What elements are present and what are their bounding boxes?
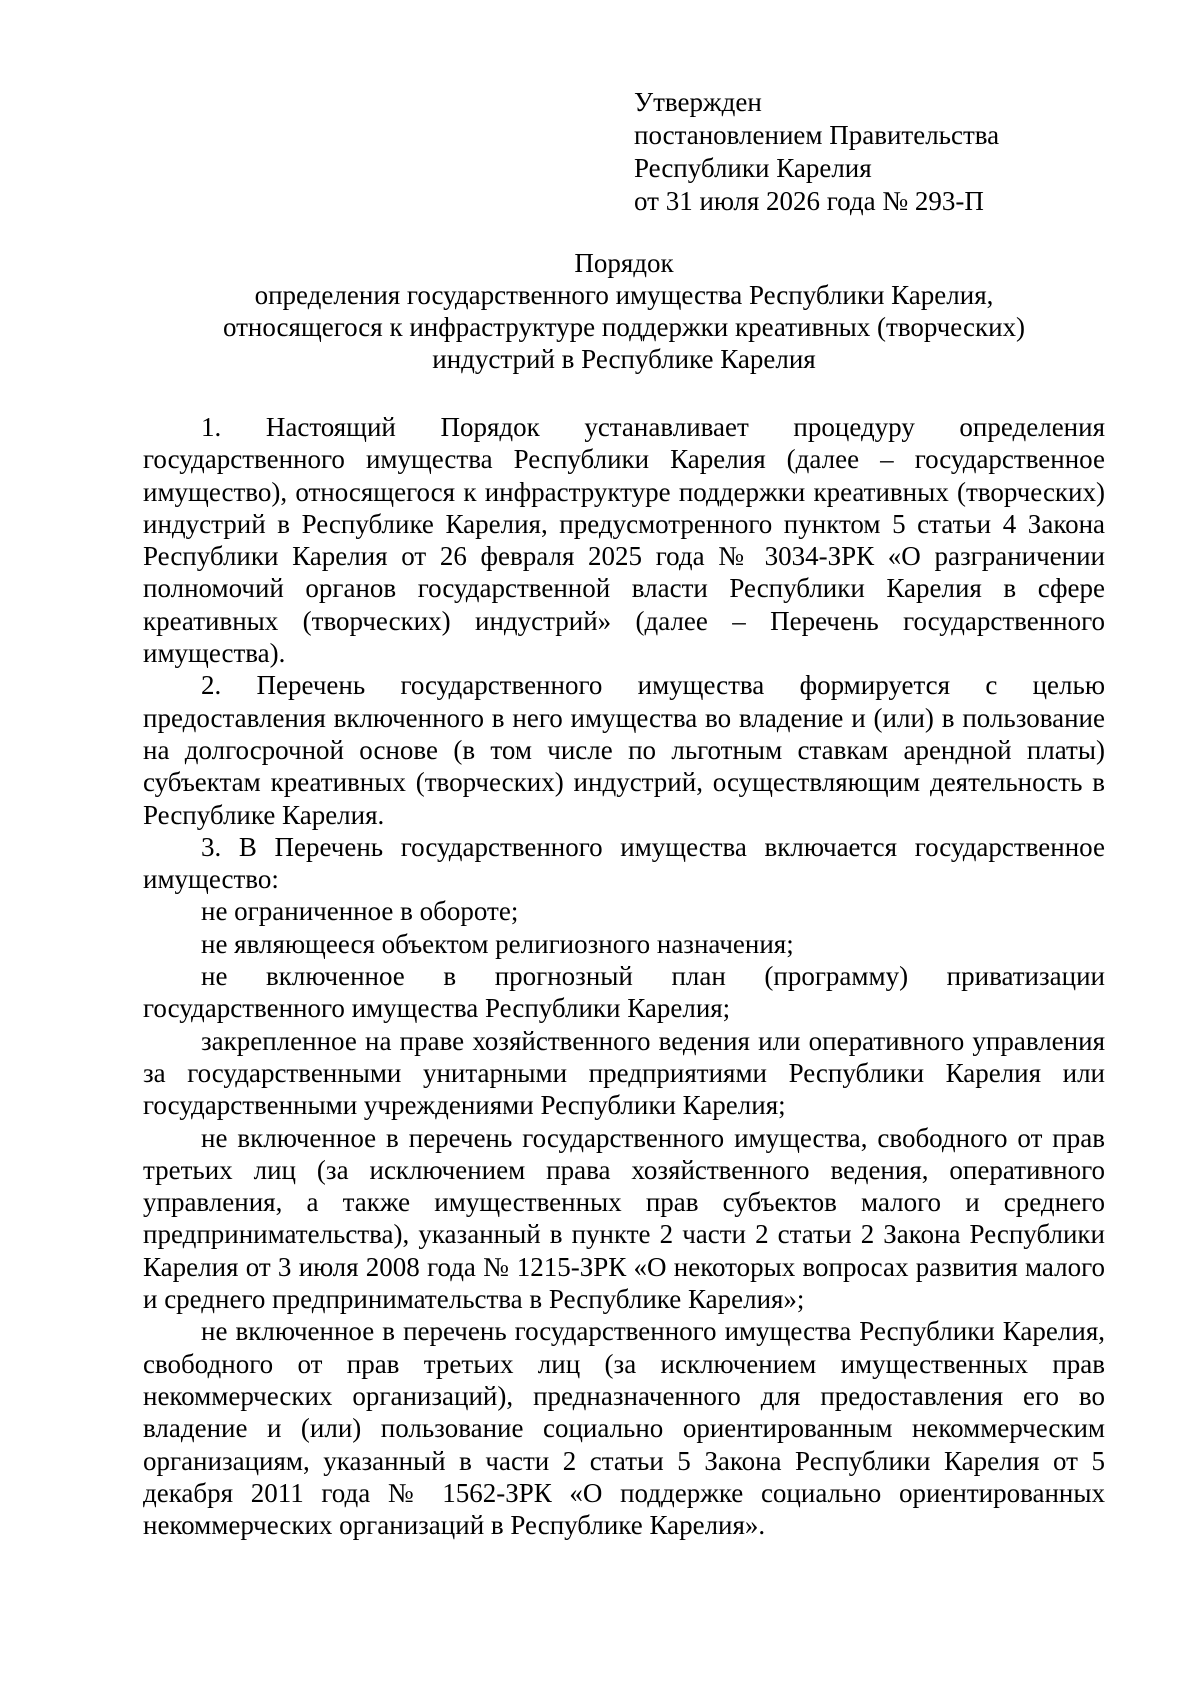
- approval-line: Утвержден: [634, 87, 762, 117]
- document-body: [143, 411, 1105, 1541]
- title-line: индустрий в Республике Карелия: [432, 344, 816, 374]
- approval-line: Республики Карелия: [634, 153, 872, 183]
- title-line: относящегося к инфраструктуре поддержки креативных (творческих): [222, 312, 1026, 342]
- title-line: определения государственного имущества Республики Карелия,: [254, 280, 994, 310]
- criterion-item: не включенное в прогнозный план (программу) приватизации государственного имущества Республики Карелия;: [143, 961, 1105, 1024]
- criterion-item: не ограниченное в обороте;: [201, 896, 519, 927]
- paragraph-2: 2. Перечень государственного имущества формируется с целью предоставления включенного в него имущества во владение и (или) в пользование на долгосрочной основе (в том числе по льготным ставкам арендной платы) субъектам креативных (творческих) индустрий, осуществляющим деятельность в Республике Карелия.: [143, 670, 1105, 830]
- document-title: [143, 247, 1105, 375]
- approval-line: постановлением Правительства: [634, 120, 1000, 150]
- approval-date-line: от 31 июля 2026 года № 293-П: [634, 186, 984, 216]
- paragraph-1: 1. Настоящий Порядок устанавливает процедуру определения государственного имущества Республики Карелия (далее – государственное имущество), относящегося к инфраструктуре поддержки креативных (творческих) индустрий в Республике Карелия, предусмотренного пунктом 5 статьи 4 Закона Республики Карелия от 26 февраля 2025 года № 3034-ЗРК «О разграничении полномочий органов государственной власти Республики Карелия в сфере креативных (творческих) индустрий» (далее – Перечень государственного имущества).: [143, 412, 1105, 669]
- criterion-item: не включенное в перечень государственного имущества Республики Карелия, свободного от прав третьих лиц (за исключением имущественных прав некоммерческих организаций), предназначенного для предоставления его во владение и (или) пользование социально ориентированным некоммерческим организациям, указанный в части 2 статьи 5 Закона Республики Карелия от 5 декабря 2011 года № 1562-ЗРК «О поддержке социально ориентированных некоммерческих организаций в Республике Карелия».: [143, 1316, 1105, 1541]
- criterion-item: закрепленное на праве хозяйственного ведения или оперативного управления за государственными унитарными предприятиями Республики Карелия или государственными учреждениями Республики Карелия;: [143, 1025, 1105, 1121]
- paragraph-3: 3. В Перечень государственного имущества включается государственное имущество:: [143, 831, 1105, 895]
- criterion-item: не являющееся объектом религиозного назначения;: [201, 928, 794, 959]
- title-line: Порядок: [574, 248, 674, 278]
- approval-stamp: [634, 86, 1134, 218]
- criterion-item: не включенное в перечень государственного имущества, свободного от прав третьих лиц (за исключением права хозяйственного ведения, оперативного управления, а также имущественных прав субъектов малого и среднего предпринимательства), указанный в пункте 2 части 2 статьи 2 Закона Республики Карелия от 3 июля 2008 года № 1215-ЗРК «О некоторых вопросах развития малого и среднего предпринимательства в Республике Карелия»;: [143, 1122, 1105, 1315]
